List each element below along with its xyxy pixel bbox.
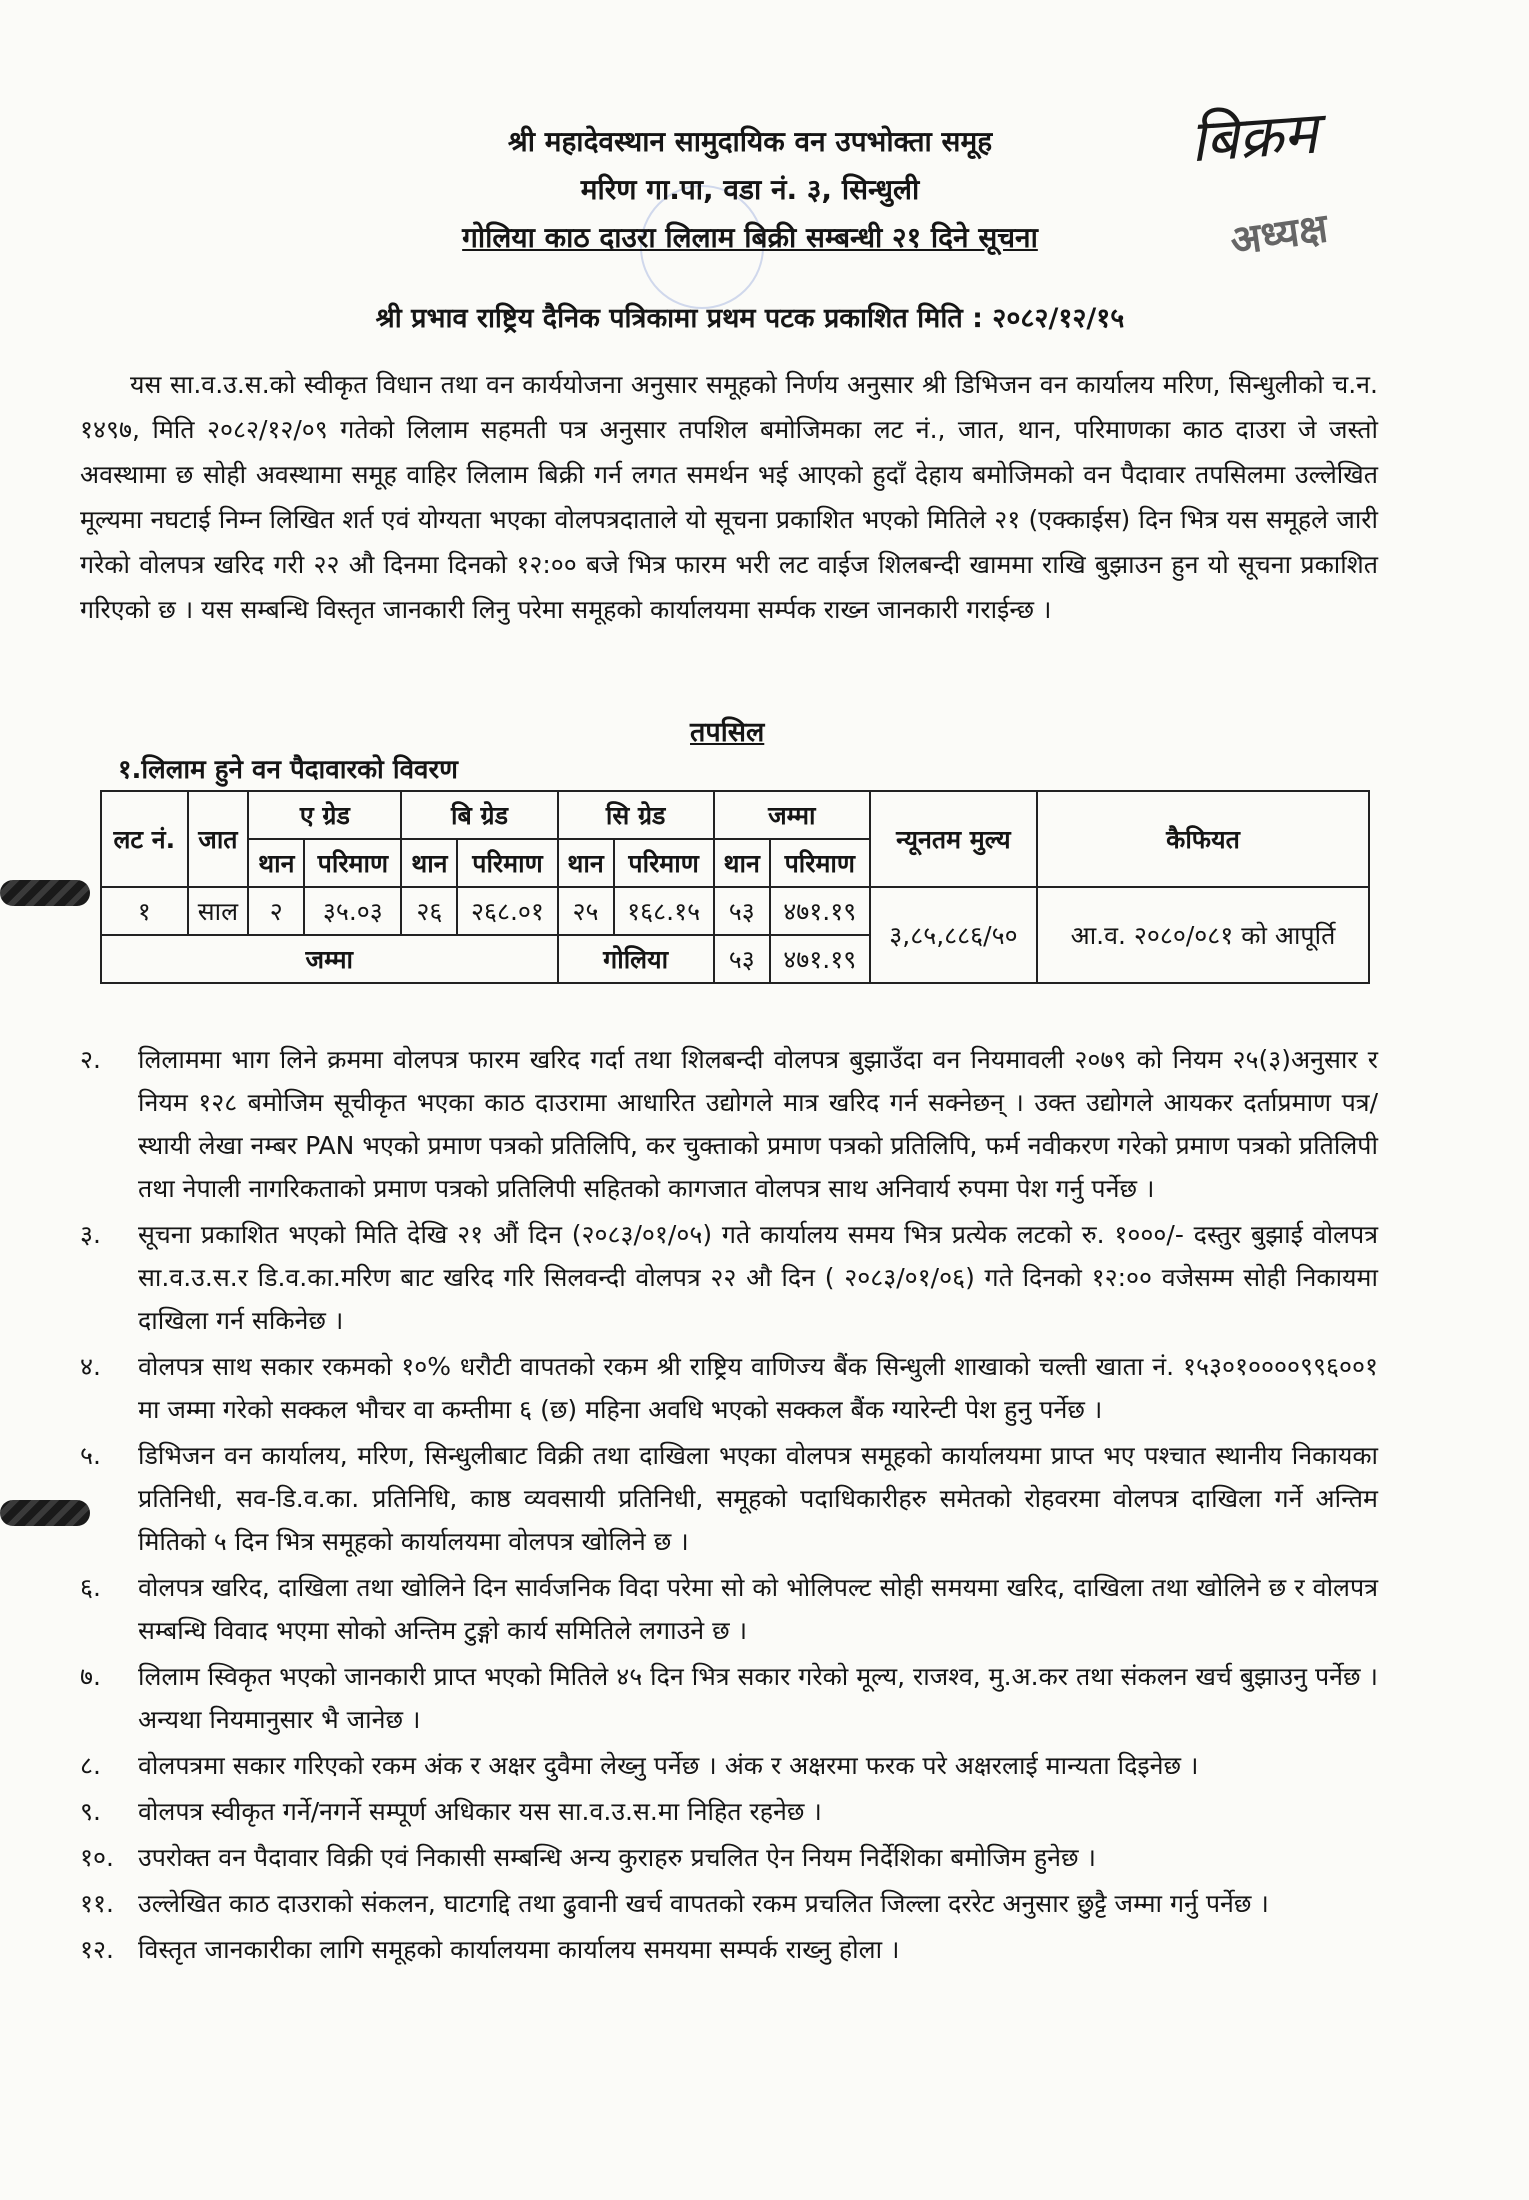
list-item [80, 1836, 1378, 1879]
col-b-than: थान [401, 839, 457, 887]
condition-text: उल्लेखित काठ दाउराको संकलन, घाटगद्दि तथा ढुवानी खर्च वापतको रकम प्रचलित जिल्ला दररेट अनुसार छुट्टै जम्मा गर्नु पर्नेछ । [138, 1889, 1269, 1918]
condition-number: २. [80, 1045, 101, 1074]
list-item [80, 1744, 1378, 1787]
list-item [80, 1345, 1378, 1431]
condition-text: वोलपत्र स्वीकृत गर्ने/नगर्ने सम्पूर्ण अधिकार यस सा.व.उ.स.मा निहित रहनेछ । [138, 1797, 822, 1826]
org-address: मरिण गा.पा, वडा नं. ३, सिन्धुली [580, 173, 920, 206]
conditions-list [80, 1038, 1378, 1974]
condition-number: ११. [80, 1889, 114, 1918]
condition-number: ५. [80, 1441, 101, 1470]
handwritten-note: बिक्रम [1187, 98, 1320, 176]
condition-text: वोलपत्र साथ सकार रकमको १०% धरौटी वापतको रकम श्री राष्ट्रिय वाणिज्य बैंक सिन्धुली शाखाको चल्ती खाता नं. १५३०१००००९९६००१ मा जम्मा गरेको सक्कल भौचर वा कम्तीमा ६ (छ) महिना अवधि भएको सक्कल बैंक ग्यारेन्टी पेश हुनु पर्नेछ । [138, 1352, 1378, 1424]
cell-min-price: ३,८५,८८६/५० [870, 887, 1037, 983]
condition-text: लिलाम स्विकृत भएको जानकारी प्राप्त भएको मितिले ४५ दिन भित्र सकार गरेको मूल्य, राजश्व, मु.अ.कर तथा संकलन खर्च बुझाउनु पर्नेछ । अन्यथा नियमानुसार भै जानेछ । [138, 1662, 1378, 1734]
condition-text: डिभिजन वन कार्यालय, मरिण, सिन्धुलीबाट विक्री तथा दाखिला भएका वोलपत्र समूहको कार्यालयमा प्राप्त भए पश्चात स्थानीय निकायका प्रतिनिधी, सव-डि.व.का. प्रतिनिधि, काष्ठ व्यवसायी प्रतिनिधी, समूहको पदाधिकारीहरु समेतको रोहवरमा वोलपत्र दाखिला गर्ने अन्तिम मितिको ५ दिन भित्र समूहको कार्यालयमा वोलपत्र खोलिने छ । [138, 1441, 1378, 1556]
condition-text: विस्तृत जानकारीका लागि समूहको कार्यालयमा कार्यालय समयमा सम्पर्क राख्नु होला । [138, 1935, 900, 1964]
cell-remarks: आ.व. २०८०/०८१ को आपूर्ति [1037, 887, 1369, 983]
list-item [80, 1566, 1378, 1652]
condition-number: ८. [80, 1751, 101, 1780]
condition-text: उपरोक्त वन पैदावार विक्री एवं निकासी सम्बन्धि अन्य कुराहरु प्रचलित ऐन नियम निर्देशिका बमोजिम हुनेछ । [138, 1843, 1097, 1872]
col-a-than: थान [248, 839, 304, 887]
signature-stamp: अध्यक्ष [1227, 205, 1331, 265]
col-b-qty: परिमाण [457, 839, 557, 887]
footer-total-qty: ४७१.१९ [770, 935, 870, 983]
col-species: जात [188, 791, 249, 887]
col-total: जम्मा [714, 791, 870, 839]
table-row [101, 887, 1369, 935]
condition-number: ९. [80, 1797, 101, 1826]
condition-number: १०. [80, 1843, 114, 1872]
list-item [80, 1655, 1378, 1741]
condition-number: ४. [80, 1352, 101, 1381]
footer-type-label: गोलिया [558, 935, 714, 983]
col-total-than: थान [714, 839, 770, 887]
condition-number: ३. [80, 1220, 101, 1249]
table-title: १.लिलाम हुने वन पैदावारको विवरण [118, 755, 458, 785]
binding-string [0, 880, 90, 906]
cell-b-than: २६ [401, 887, 457, 935]
list-item [80, 1790, 1378, 1833]
col-total-qty: परिमाण [770, 839, 870, 887]
publication-line: श्री प्रभाव राष्ट्रिय दैनिक पत्रिकामा प्रथम पटक प्रकाशित मिति : २०८२/१२/१५ [375, 303, 1125, 334]
list-item [80, 1213, 1378, 1342]
list-item [80, 1038, 1378, 1210]
col-c-qty: परिमाण [614, 839, 714, 887]
list-item [80, 1928, 1378, 1971]
binding-string [0, 1500, 90, 1526]
cell-c-qty: १६८.१५ [614, 887, 714, 935]
col-grade-c: सि ग्रेड [558, 791, 714, 839]
condition-text: सूचना प्रकाशित भएको मिति देखि २१ औं दिन (२०८३/०१/०५) गते कार्यालय समय भित्र प्रत्येक लटको रु. १०००/- दस्तुर बुझाई वोलपत्र सा.व.उ.स.र डि.व.का.मरिण बाट खरिद गरि सिलवन्दी वोलपत्र २२ औ दिन ( २०८३/०१/०६) गते दिनको १२:०० वजेसम्म सोही निकायमा दाखिला गर्न सकिनेछ । [138, 1220, 1378, 1335]
cell-a-than: २ [248, 887, 304, 935]
condition-number: १२. [80, 1935, 114, 1964]
cell-c-than: २५ [558, 887, 614, 935]
cell-species: साल [188, 887, 249, 935]
list-item [80, 1434, 1378, 1563]
condition-number: ६. [80, 1573, 101, 1602]
org-name: श्री महादेवस्थान सामुदायिक वन उपभोक्ता समूह [507, 125, 993, 158]
condition-text: वोलपत्र खरिद, दाखिला तथा खोलिने दिन सार्वजनिक विदा परेमा सो को भोलिपल्ट सोही समयमा खरिद, दाखिला तथा खोलिने छ र वोलपत्र सम्बन्धि विवाद भएमा सोको अन्तिम टुङ्गो कार्य समितिले लगाउने छ । [138, 1573, 1378, 1645]
col-c-than: थान [558, 839, 614, 887]
cell-b-qty: २६८.०१ [457, 887, 557, 935]
col-lot-no: लट नं. [101, 791, 188, 887]
col-grade-b: बि ग्रेड [401, 791, 557, 839]
footer-total-label: जम्मा [101, 935, 558, 983]
cell-total-qty: ४७१.१९ [770, 887, 870, 935]
lot-table [100, 790, 1370, 984]
table-header-row [101, 791, 1369, 839]
condition-text: लिलाममा भाग लिने क्रममा वोलपत्र फारम खरिद गर्दा तथा शिलबन्दी वोलपत्र बुझाउँदा वन नियमावली २०७९ को नियम २५(३)अनुसार र नियम १२८ बमोजिम सूचीकृत भएका काठ दाउरामा आधारित उद्योगले मात्र खरिद गर्न सक्नेछन् । उक्त उद्योगले आयकर दर्ताप्रमाण पत्र/स्थायी लेखा नम्बर PAN भएको प्रमाण पत्रको प्रतिलिपि, कर चुक्ताको प्रमाण पत्रको प्रतिलिपि, फर्म नवीकरण गरेको प्रमाण पत्रको प्रतिलिपी तथा नेपाली नागरिकताको प्रमाण पत्रको प्रतिलिपी सहितको कागजात वोलपत्र साथ अनिवार्य रुपमा पेश गर्नु पर्नेछ । [138, 1045, 1378, 1203]
cell-total-than: ५३ [714, 887, 770, 935]
col-min-price: न्यूनतम मुल्य [870, 791, 1037, 887]
notice-subject: गोलिया काठ दाउरा लिलाम बिक्री सम्बन्धी २१ दिने सूचना [462, 221, 1038, 254]
col-remarks: कैफियत [1037, 791, 1369, 887]
intro-paragraph: यस सा.व.उ.स.को स्वीकृत विधान तथा वन कार्ययोजना अनुसार समूहको निर्णय अनुसार श्री डिभिजन वन कार्यालय मरिण, सिन्धुलीको च.न. १४९७, मिति २०८२/१२/०९ गतेको लिलाम सहमती पत्र अनुसार तपशिल बमोजिमका लट नं., जात, थान, परिमाणका काठ दाउरा जे जस्तो अवस्थामा छ सोही अवस्थामा समूह वाहिर लिलाम बिक्री गर्न लगत समर्थन भई आएको हुदाँ देहाय बमोजिमको वन पैदावार तपसिलमा उल्लेखित मूल्यमा नघटाई निम्न लिखित शर्त एवं योग्यता भएका वोलपत्रदाताले यो सूचना प्रकाशित भएको मितिले २१ (एक्काईस) दिन भित्र यस समूहले जारी गरेको वोलपत्र खरिद गरी २२ औ दिनमा दिनको १२:०० बजे भित्र फारम भरी लट वाईज शिलबन्दी खाममा राखि बुझाउन हुन यो सूचना प्रकाशित गरिएको छ । यस सम्बन्धि विस्तृत जानकारी लिनु परेमा समूहको कार्यालयमा सर्म्पक राख्न जानकारी गराईन्छ । [80, 370, 1378, 624]
footer-total-than: ५३ [714, 935, 770, 983]
tapsil-heading: तपसिल [690, 717, 765, 748]
list-item [80, 1882, 1378, 1925]
col-grade-a: ए ग्रेड [248, 791, 401, 839]
document-header [300, 118, 1200, 262]
cell-a-qty: ३५.०३ [304, 887, 401, 935]
condition-text: वोलपत्रमा सकार गरिएको रकम अंक र अक्षर दुवैमा लेख्नु पर्नेछ । अंक र अक्षरमा फरक परे अक्षरलाई मान्यता दिइनेछ । [138, 1751, 1199, 1780]
col-a-qty: परिमाण [304, 839, 401, 887]
cell-lot-no: १ [101, 887, 188, 935]
condition-number: ७. [80, 1662, 101, 1691]
